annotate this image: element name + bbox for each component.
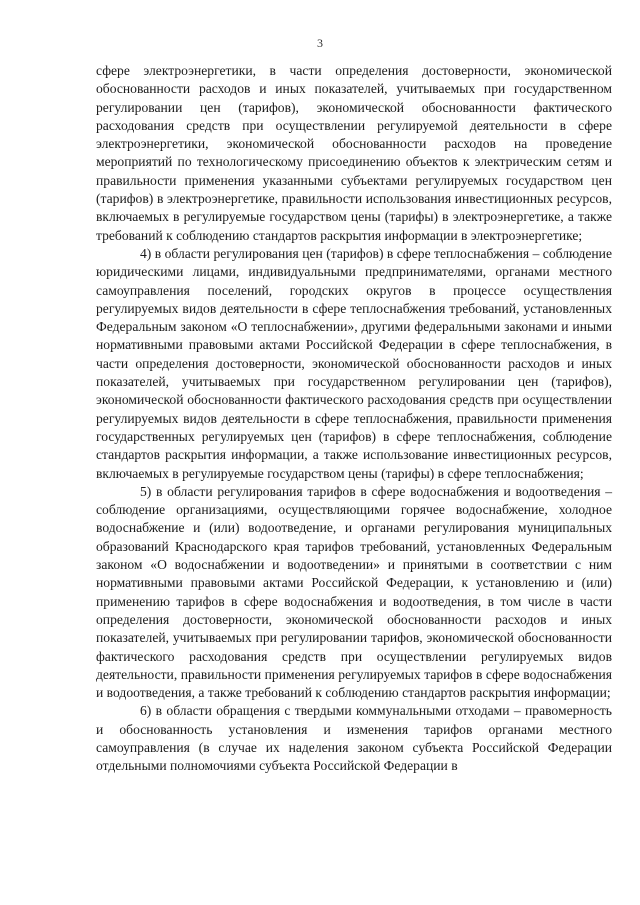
- paragraph-item-5: 5) в области регулирования тарифов в сфере водоснабжения и водоотведения – соблюдение организациями, осуществляющими горячее водоснабжение, холодное водоснабжение и (или) водоотведение, и органами регулирования муниципальных образований Краснодарского края тарифов требований, установленных Федеральным законом «О водоснабжении и водоотведении» и принятыми в соответствии с ним нормативными правовыми актами Российской Федерации, к установлению и (или) применению тарифов в сфере водоснабжения и водоотведения, в том числе в части определения достоверности, экономической обоснованности расходов и иных показателей, учитываемых при регулировании тарифов, экономической обоснованности фактического расходования средств при осуществлении регулируемых видов деятельности, правильности применения регулируемых тарифов в сфере водоснабжения и водоотведения, а также требований к соблюдению стандартов раскрытия информации;: [96, 483, 612, 701]
- page-number: 3: [317, 36, 323, 50]
- paragraph-continuation: сфере электроэнергетики, в части определения достоверности, экономической обоснованности расходов и иных показателей, учитываемых при государственном регулировании цен (тарифов), экономической обоснованности фактического расходования средств при осуществлении регулируемой деятельности в сфере электроэнергетики, экономической обоснованности расходов на проведение мероприятий по технологическому присоединению объектов к электрическим сетям и правильности применения указанными субъектами регулируемых государством цен (тарифов) в электроэнергетике, правильности использования инвестиционных ресурсов, включаемых в регулируемые государством цены (тарифы) в электроэнергетике, а также требований к соблюдению стандартов раскрытия информации в электроэнергетике;: [96, 63, 612, 243]
- document-body: [96, 62, 612, 776]
- paragraph-item-6: 6) в области обращения с твердыми коммунальными отходами – правомерность и обоснованность установления и изменения тарифов органами местного самоуправления (в случае их наделения законом субъекта Российской Федерации отдельными полномочиями субъекта Российской Федерации в: [96, 703, 612, 774]
- paragraph-item-4: 4) в области регулирования цен (тарифов) в сфере теплоснабжения – соблюдение юридическими лицами, индивидуальными предпринимателями, органами местного самоуправления поселений, городских округов в процессе осуществления регулируемых видов деятельности в сфере теплоснабжения требований, установленных Федеральным законом «О теплоснабжении», другими федеральными законами и иными нормативными правовыми актами Российской Федерации в сфере теплоснабжения, в части определения достоверности, экономической обоснованности расходов и иных показателей, учитываемых при государственном регулировании цен (тарифов), экономической обоснованности фактического расходования средств при осуществлении регулируемых видов деятельности в сфере теплоснабжения, правильности применения государственных регулируемых цен (тарифов) в сфере теплоснабжения, соблюдение стандартов раскрытия информации, а также использование инвестиционных ресурсов, включаемых в регулируемые государством цены (тарифы) в сфере теплоснабжения;: [96, 245, 612, 481]
